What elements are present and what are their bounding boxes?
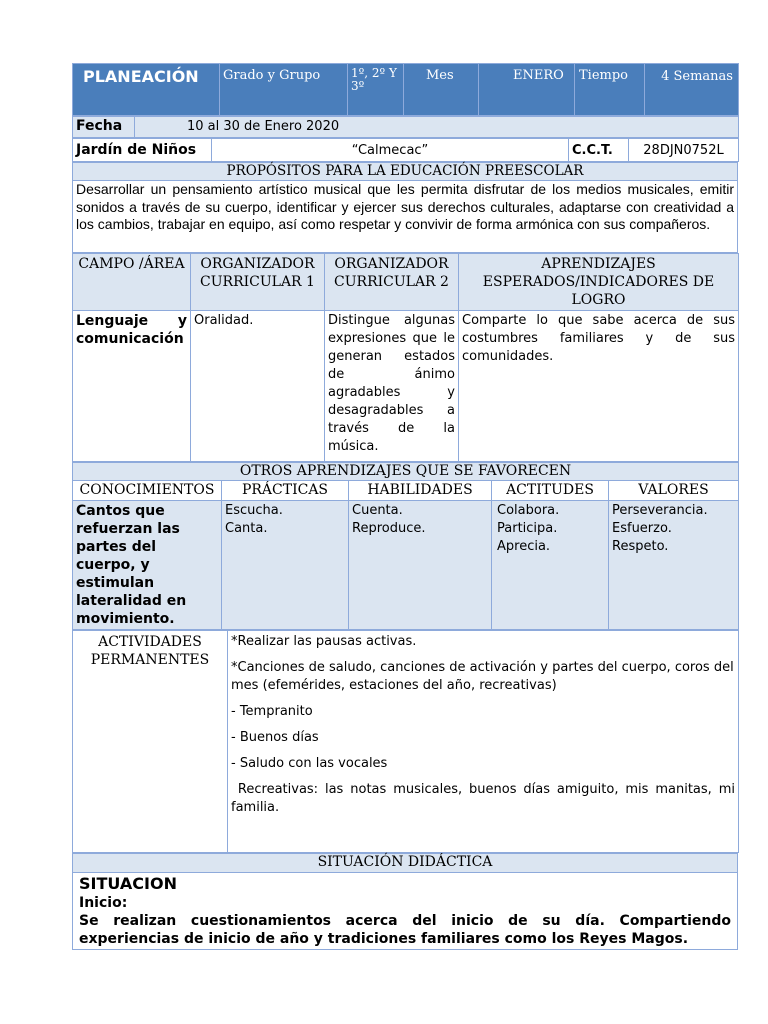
actividad-item: *Realizar las pausas activas. xyxy=(231,634,417,649)
valor-item: Perseverancia. xyxy=(612,503,708,518)
practica-item: Canta. xyxy=(225,521,268,536)
practicas-header: PRÁCTICAS xyxy=(222,481,349,501)
curriculum-table xyxy=(72,253,739,462)
practicas-cell xyxy=(222,501,349,630)
aprendizajes-header: APRENDIZAJES ESPERADOS/INDICADORES DE LOGRO xyxy=(459,254,739,311)
mes-label: Mes xyxy=(404,64,479,116)
habilidades-header: HABILIDADES xyxy=(349,481,492,501)
propositos-table xyxy=(72,162,738,253)
otros-heading: OTROS APRENDIZAJES QUE SE FAVORECEN xyxy=(73,463,739,481)
mes-value: ENERO xyxy=(479,64,575,116)
org1-value: Oralidad. xyxy=(191,311,325,462)
aprendizaje-value: Comparte lo que sabe acerca de sus costumbres familiares y de sus comunidades. xyxy=(459,311,739,462)
fecha-label: Fecha xyxy=(73,117,135,138)
actividades-label: ACTIVIDADES PERMANENTES xyxy=(73,631,228,853)
propositos-heading: PROPÓSITOS PARA LA EDUCACIÓN PREESCOLAR xyxy=(73,163,738,181)
tiempo-label: Tiempo xyxy=(575,64,645,116)
actitud-item: Participa. xyxy=(497,521,558,536)
org2-value: Distingue algunas expresiones que le generan estados de ánimo agradables y desagradables a través de la música. xyxy=(325,311,459,462)
doc-title: PLANEACIÓN xyxy=(73,64,220,116)
situacion-title: SITUACION xyxy=(79,874,177,893)
jardin-value: “Calmecac” xyxy=(212,139,569,162)
situacion-body xyxy=(73,873,738,950)
habilidades-cell xyxy=(349,501,492,630)
habilidad-item: Reproduce. xyxy=(352,521,426,536)
planeacion-document xyxy=(72,63,738,950)
situacion-heading: SITUACIÓN DIDÁCTICA xyxy=(73,854,738,873)
fecha-table xyxy=(72,116,739,138)
campo-header: CAMPO /ÁREA xyxy=(73,254,191,311)
actitud-item: Colabora. xyxy=(497,503,560,518)
cct-label: C.C.T. xyxy=(569,139,629,162)
actividades-list xyxy=(228,631,739,853)
actitudes-cell xyxy=(492,501,609,630)
valores-cell xyxy=(609,501,739,630)
actividad-item: - Tempranito xyxy=(231,704,313,719)
actividad-item: *Canciones de saludo, canciones de activación y partes del cuerpo, coros del mes (efemérides, estaciones del año, recreativas) xyxy=(231,660,734,693)
inicio-label: Inicio: xyxy=(79,895,128,911)
actividades-table xyxy=(72,630,739,853)
valor-item: Esfuerzo. xyxy=(612,521,672,536)
conocimientos-header: CONOCIMIENTOS xyxy=(73,481,222,501)
grado-label: Grado y Grupo xyxy=(220,64,348,116)
valores-header: VALORES xyxy=(609,481,739,501)
situacion-text: Se realizan cuestionamientos acerca del inicio de su día. Compartiendo experiencias de inicio de año y tradiciones familiares como los Reyes Magos. xyxy=(79,913,731,947)
header-table xyxy=(72,63,739,116)
actitudes-header: ACTITUDES xyxy=(492,481,609,501)
campo-value: Lenguaje y comunicación xyxy=(73,311,191,462)
tiempo-value: 4 Semanas xyxy=(645,64,739,116)
practica-item: Escucha. xyxy=(225,503,283,518)
habilidad-item: Cuenta. xyxy=(352,503,403,518)
otros-table xyxy=(72,462,739,630)
valor-item: Respeto. xyxy=(612,539,669,554)
org1-header: ORGANIZADOR CURRICULAR 1 xyxy=(191,254,325,311)
fecha-value: 10 al 30 de Enero 2020 xyxy=(135,117,739,138)
situacion-table xyxy=(72,853,738,950)
actividad-item: - Buenos días xyxy=(231,730,319,745)
grado-value: 1º, 2º Y 3º xyxy=(348,64,404,116)
jardin-label: Jardín de Niños xyxy=(73,139,212,162)
cct-value: 28DJN0752L xyxy=(629,139,739,162)
org2-header: ORGANIZADOR CURRICULAR 2 xyxy=(325,254,459,311)
actividad-item: Recreativas: las notas musicales, buenos días amiguito, mis manitas, mi familia. xyxy=(231,782,740,815)
propositos-text: Desarrollar un pensamiento artístico musical que les permita disfrutar de los medios musicales, emitir sonidos a través de su cuerpo, identificar y ejercer sus derechos culturales, adaptarse con creatividad a los cambios, trabajar en equipo, así como respetar y convivir de forma armónica con sus compañeros. xyxy=(73,181,738,253)
actitud-item: Aprecia. xyxy=(497,539,551,554)
jardin-table xyxy=(72,138,739,162)
actividad-item: - Saludo con las vocales xyxy=(231,756,388,771)
conocimientos-value: Cantos que refuerzan las partes del cuerpo, y estimulan lateralidad en movimiento. xyxy=(73,501,222,630)
